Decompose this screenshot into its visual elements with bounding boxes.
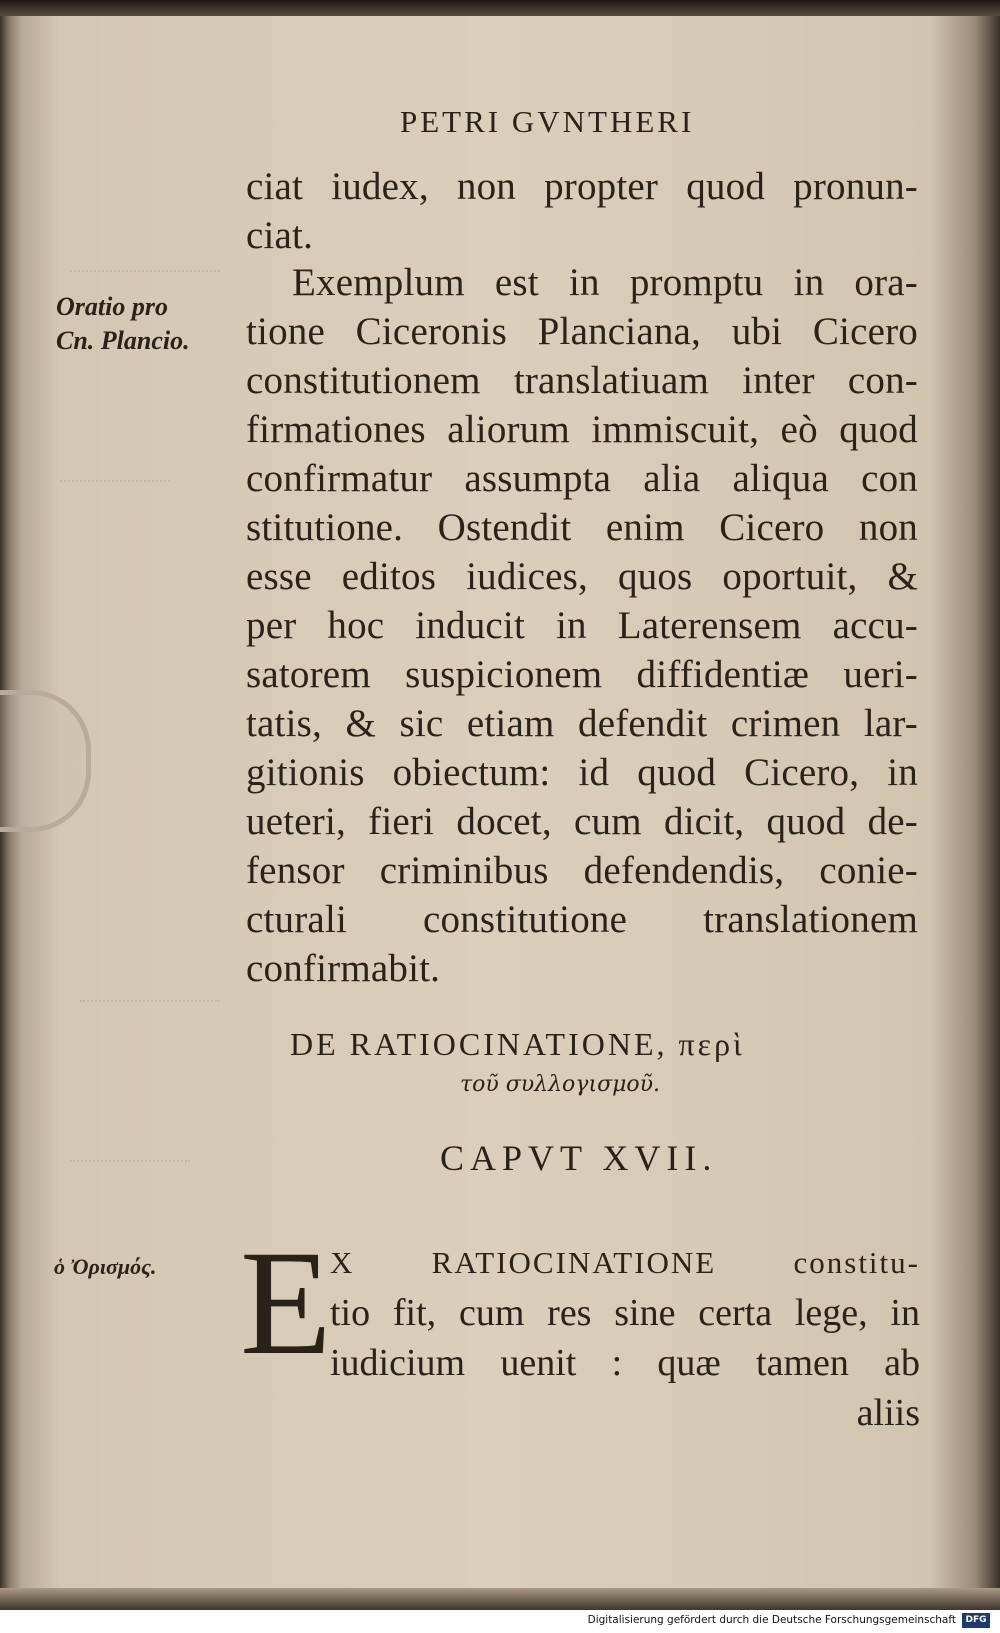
bleed-through-mark (70, 270, 220, 288)
dfg-logo: DFG (962, 1613, 990, 1628)
chapter-heading: CAPVT XVII. (440, 1138, 718, 1178)
margin-note-line: Oratio pro (56, 292, 168, 321)
margin-note-orismos: ὁ Ὀρισμός. (54, 1254, 157, 1279)
text-line: Exemplum est in promptu in ora- (292, 261, 918, 304)
text-line: esse editos iudices, quos oportuit, & (246, 555, 918, 598)
bleed-through-mark (60, 480, 170, 498)
drop-cap-initial: E (240, 1220, 332, 1386)
page-top-edge (0, 0, 1000, 16)
text-line: iudicium uenit : quæ tamen ab (330, 1342, 920, 1384)
text-line: tatis, & sic etiam defendit crimen lar- (246, 702, 918, 745)
text-line: tione Ciceronis Planciana, ubi Cicero (246, 310, 918, 353)
text-line: firmationes aliorum immiscuit, eò quod (246, 408, 918, 451)
text-line: stitutione. Ostendit enim Cicero non (246, 506, 918, 549)
margin-note-oratio (56, 290, 226, 358)
text-line: satorem suspicionem diffidentiæ ueri- (246, 653, 918, 696)
text-line: confirmabit. (246, 947, 441, 990)
bleed-through-mark (70, 1160, 190, 1178)
page-bottom-edge (0, 1588, 1000, 1610)
running-head: PETRI GVNTHERI (400, 104, 695, 139)
text-line: tio fit, cum res sine certa lege, in (330, 1292, 920, 1334)
paragraph-1 (246, 162, 918, 260)
margin-note-line: Cn. Plancio. (56, 326, 190, 355)
text-line: fensor criminibus defendendis, conie- (246, 849, 918, 892)
text-line: ciat iudex, non propter quod pronun- (246, 165, 918, 208)
paragraph-3 (330, 1238, 920, 1438)
catchword: aliis (856, 1392, 920, 1434)
text-line: cturali constitutione translationem (246, 898, 918, 941)
section-heading: DE RATIOCINATIONE, περὶ (290, 1026, 745, 1062)
paragraph-2 (246, 258, 918, 993)
text-line: ueteri, fieri docet, cum dicit, quod de- (246, 800, 918, 843)
funding-credit: Digitalisierung gefördert durch die Deutsche Forschungsgemeinschaft (587, 1614, 956, 1626)
text-line: confirmatur assumpta alia aliqua con (246, 457, 918, 500)
text-line: X RATIOCINATIONE constitu- (330, 1245, 920, 1280)
text-line: per hoc inducit in Laterensem accu- (246, 604, 918, 647)
section-heading-greek: τοῦ συλλογισμοῦ. (460, 1072, 661, 1097)
text-line: constitutionem translatiuam inter con- (246, 359, 918, 402)
bleed-through-mark (80, 1000, 220, 1018)
text-line: ciat. (246, 214, 314, 257)
text-line: gitionis obiectum: id quod Cicero, in (246, 751, 918, 794)
